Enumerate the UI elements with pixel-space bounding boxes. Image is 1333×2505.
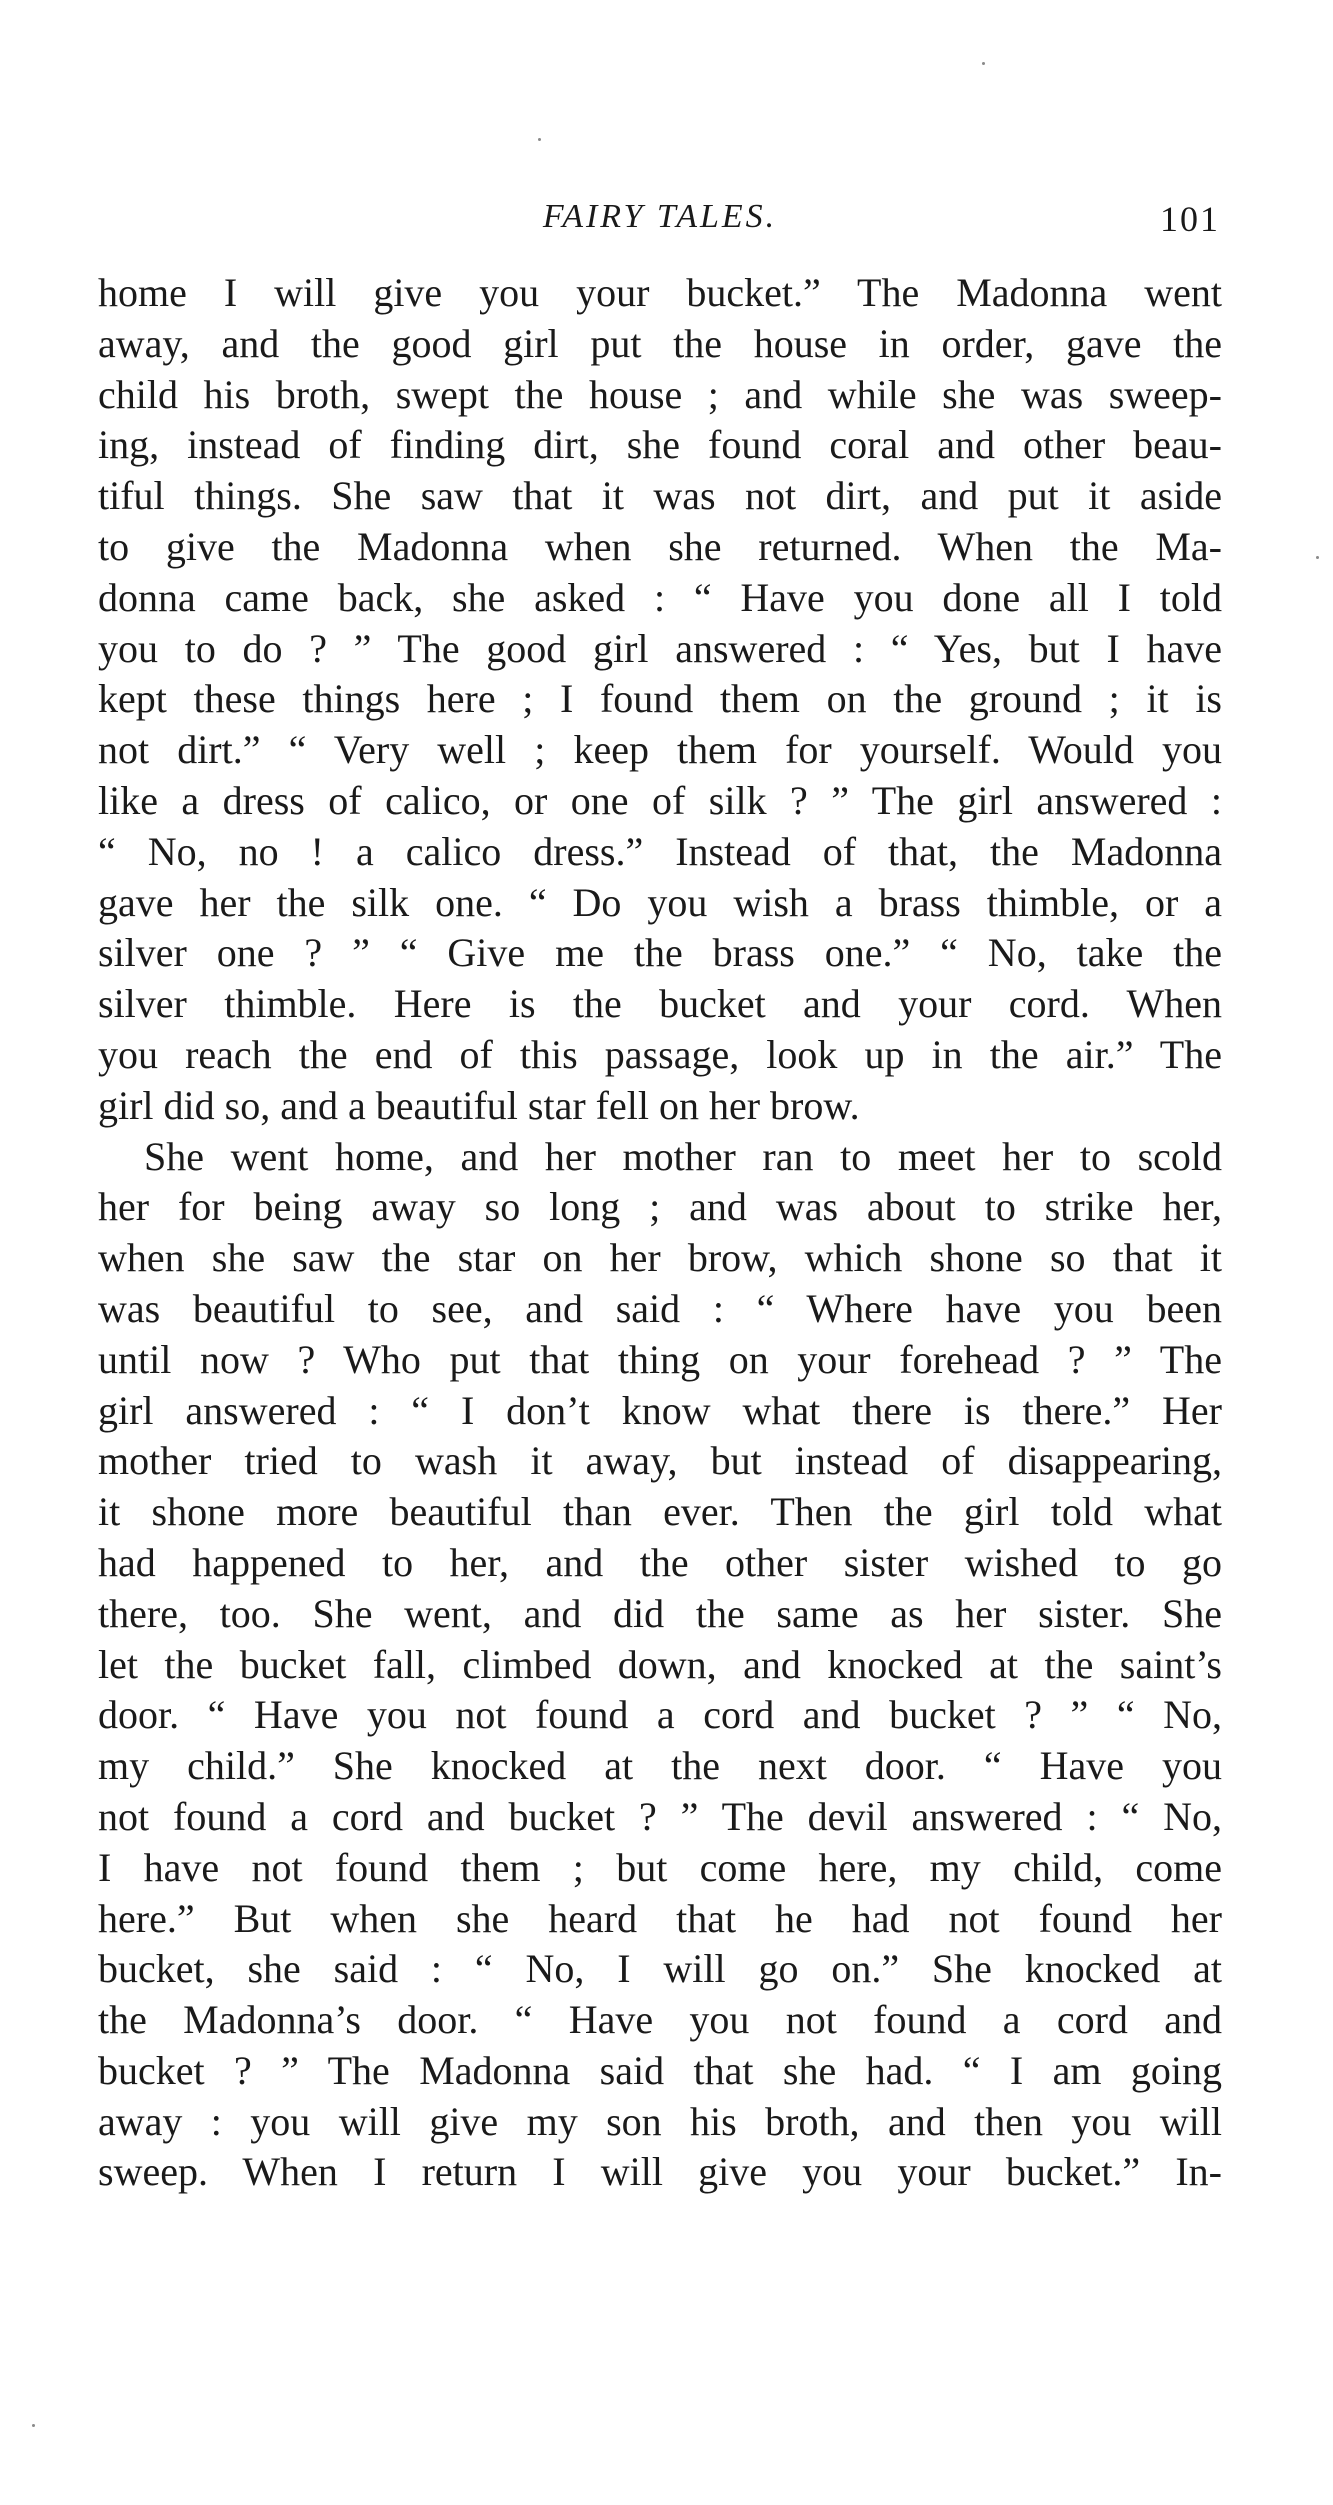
text-line: home I will give you your bucket.” The Madonna went xyxy=(98,270,1222,315)
text-line: girl answered : “ I don’t know what there is there.” Her xyxy=(98,1387,1222,1433)
text-line: let the bucket fall, climbed down, and knocked at the saint’s xyxy=(98,1641,1222,1687)
paper-speck xyxy=(538,138,541,141)
body-text xyxy=(98,268,1222,2198)
text-line: kept these things here ; I found them on the ground ; it is xyxy=(98,676,1222,722)
text-line: girl did so, and a beautiful star fell on her brow. xyxy=(98,1082,860,1128)
text-line: was beautiful to see, and said : “ Where have you been xyxy=(98,1285,1222,1331)
text-line: had happened to her, and the other sister wished to go xyxy=(98,1539,1222,1585)
paper-speck xyxy=(982,62,985,65)
text-line: my child.” She knocked at the next door. “ Have you xyxy=(98,1743,1222,1789)
text-line: you reach the end of this passage, look up in the air.” The xyxy=(98,1031,1222,1077)
text-line: until now ? Who put that thing on your forehead ? ” The xyxy=(98,1336,1222,1382)
text-line: She went home, and her mother ran to meet her to scold xyxy=(144,1133,1222,1179)
text-line: tiful things. She saw that it was not dirt, and put it aside xyxy=(98,473,1222,519)
text-line: her for being away so long ; and was about to strike her, xyxy=(98,1184,1222,1230)
text-line: “ No, no ! a calico dress.” Instead of that, the Madonna xyxy=(98,828,1222,874)
text-line: away, and the good girl put the house in order, gave the xyxy=(98,320,1222,366)
text-line: like a dress of calico, or one of silk ? ” The girl answered : xyxy=(98,777,1222,823)
text-line: away : you will give my son his broth, and then you will xyxy=(98,2098,1222,2144)
text-line: child his broth, swept the house ; and while she was sweep- xyxy=(98,371,1222,417)
text-line: not dirt.” “ Very well ; keep them for yourself. Would you xyxy=(98,727,1222,773)
text-line: silver one ? ” “ Give me the brass one.” “ No, take the xyxy=(98,930,1222,976)
text-line: sweep. When I return I will give you your bucket.” In- xyxy=(98,2149,1222,2195)
text-line: there, too. She went, and did the same as her sister. She xyxy=(98,1590,1222,1636)
page-number: 101 xyxy=(1160,199,1220,239)
paragraph xyxy=(98,268,1222,1132)
text-line: when she saw the star on her brow, which shone so that it xyxy=(98,1235,1222,1281)
text-line: the Madonna’s door. “ Have you not found a cord and xyxy=(98,1997,1222,2043)
text-line: mother tried to wash it away, but instead of disappearing, xyxy=(98,1438,1222,1484)
text-line: it shone more beautiful than ever. Then the girl told what xyxy=(98,1489,1222,1535)
text-line: you to do ? ” The good girl answered : “ Yes, but I have xyxy=(98,625,1222,671)
text-line: gave her the silk one. “ Do you wish a brass thimble, or a xyxy=(98,879,1222,925)
text-line: bucket ? ” The Madonna said that she had. “ I am going xyxy=(98,2047,1222,2093)
text-line: bucket, she said : “ No, I will go on.” She knocked at xyxy=(98,1946,1222,1992)
running-title: FAIRY TALES. xyxy=(542,198,778,235)
text-line: not found a cord and bucket ? ” The devil answered : “ No, xyxy=(98,1793,1222,1839)
text-line: I have not found them ; but come here, my child, come xyxy=(98,1844,1222,1890)
paragraph xyxy=(98,1132,1222,2199)
text-line: ing, instead of finding dirt, she found coral and other beau- xyxy=(98,422,1222,468)
text-line: donna came back, she asked : “ Have you done all I told xyxy=(98,574,1222,620)
paper-speck xyxy=(32,2424,35,2427)
paper-speck xyxy=(1316,556,1319,559)
text-line: door. “ Have you not found a cord and bucket ? ” “ No, xyxy=(98,1692,1222,1738)
running-head xyxy=(100,198,1220,248)
text-line: here.” But when she heard that he had not found her xyxy=(98,1895,1222,1941)
text-line: silver thimble. Here is the bucket and your cord. When xyxy=(98,981,1222,1027)
text-line: to give the Madonna when she returned. When the Ma- xyxy=(98,523,1222,569)
